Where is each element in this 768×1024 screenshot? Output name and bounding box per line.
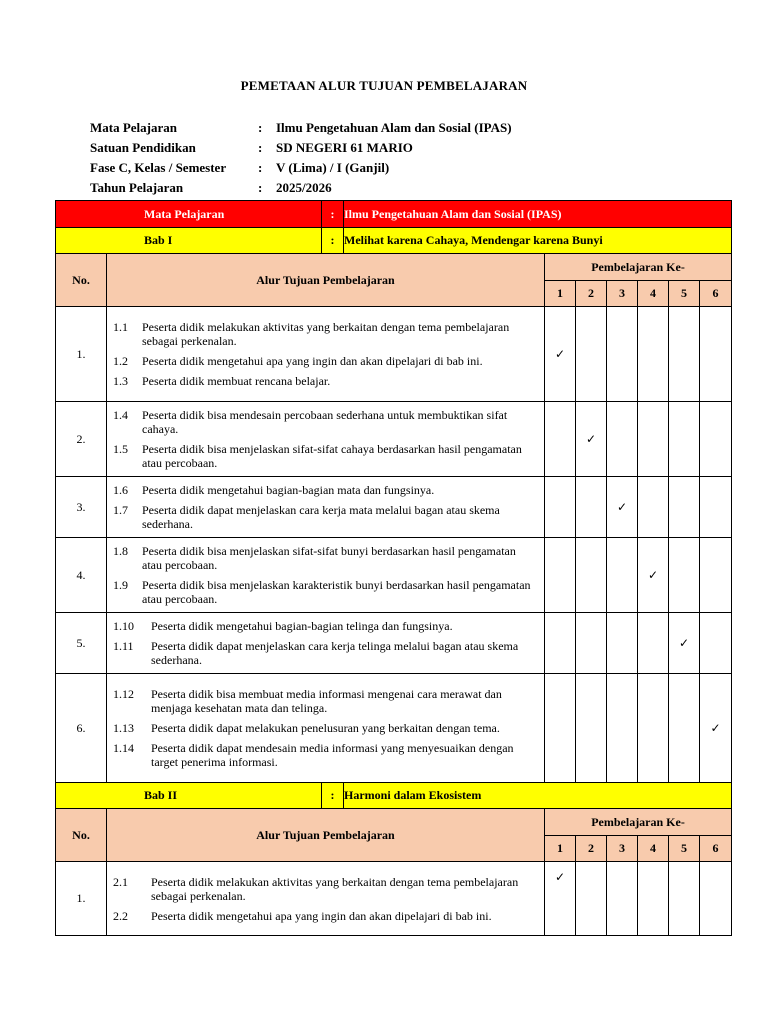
meta-value: SD NEGERI 61 MARIO	[276, 140, 413, 155]
goal-text: Peserta didik membuat rencana belajar.	[142, 374, 331, 388]
header-meeting-number: 4	[638, 281, 669, 307]
meta-colon: :	[258, 180, 263, 195]
header-meeting-number: 6	[700, 836, 732, 862]
meeting-cell	[545, 402, 576, 477]
goal-text: Peserta didik mengetahui apa yang ingin dan akan dipelajari di bab ini.	[151, 908, 492, 923]
table-row	[56, 674, 732, 783]
table-row	[56, 862, 732, 936]
header-row	[56, 809, 732, 836]
header-meeting-number: 5	[669, 281, 700, 307]
meeting-cell	[669, 862, 700, 936]
table-row	[56, 538, 732, 613]
row-number: 6.	[56, 674, 107, 783]
header-meeting-number: 5	[669, 836, 700, 862]
meeting-cell	[607, 613, 638, 674]
row-number: 1.	[56, 307, 107, 402]
header-meeting-number: 6	[700, 281, 732, 307]
goal-item	[113, 909, 538, 923]
meeting-cell	[700, 538, 732, 613]
meeting-cell	[607, 477, 638, 538]
chapter-row	[56, 228, 732, 254]
goal-number: 1.6	[113, 483, 128, 497]
goal-text: Peserta didik bisa menjelaskan sifat-sifat bunyi berdasarkan hasil pengamatan atau percobaan.	[142, 544, 516, 572]
goals-cell	[107, 477, 545, 538]
goal-item	[113, 374, 538, 388]
table-row	[56, 477, 732, 538]
chapter-colon: :	[322, 783, 344, 809]
goal-number: 2.1	[113, 874, 128, 889]
goal-text: Peserta didik bisa membuat media informasi mengenai cara merawat dan menjaga kesehatan mata dan telinga.	[151, 687, 502, 715]
check-icon: ✓	[710, 721, 721, 735]
check-icon: ✓	[616, 500, 628, 514]
goal-item	[113, 687, 538, 715]
meeting-cell	[576, 538, 607, 613]
goal-item	[113, 578, 538, 606]
meeting-cell	[669, 613, 700, 674]
goal-text: Peserta didik dapat menjelaskan cara kerja telinga melalui bagan atau skema sederhana.	[151, 639, 519, 667]
meta-row-phase	[90, 158, 512, 178]
goal-text: Peserta didik bisa mendesain percobaan sederhana untuk membuktikan sifat cahaya.	[142, 408, 508, 436]
meeting-cell	[545, 674, 576, 783]
goal-text: Peserta didik dapat mendesain media informasi yang menyesuaikan dengan target penerima informasi.	[151, 741, 514, 769]
goal-number: 2.2	[113, 908, 128, 923]
row-number: 4.	[56, 538, 107, 613]
meeting-cell	[669, 402, 700, 477]
goal-number: 1.2	[113, 354, 128, 368]
meeting-cell	[669, 307, 700, 402]
chapter-label: Bab I	[56, 228, 322, 254]
check-icon: ✓	[647, 568, 659, 582]
header-meeting-number: 1	[545, 281, 576, 307]
goal-item	[113, 875, 538, 903]
meeting-cell	[576, 862, 607, 936]
goal-text: Peserta didik dapat melakukan penelusuran yang berkaitan dengan tema.	[151, 721, 500, 735]
meeting-cell	[669, 674, 700, 783]
goal-number: 1.11	[113, 639, 134, 653]
goal-text: Peserta didik bisa menjelaskan karakteristik bunyi berdasarkan hasil pengamatan atau percobaan.	[142, 578, 531, 606]
meeting-cell	[669, 538, 700, 613]
meta-label: Fase C, Kelas / Semester	[90, 160, 227, 175]
meeting-cell	[638, 538, 669, 613]
goal-number: 1.9	[113, 578, 128, 592]
row-number: 1.	[56, 862, 107, 936]
meta-colon: :	[258, 140, 263, 155]
goal-text: Peserta didik bisa menjelaskan sifat-sifat cahaya berdasarkan hasil pengamatan atau percobaan.	[142, 442, 522, 470]
meeting-cell	[638, 613, 669, 674]
goals-cell	[107, 613, 545, 674]
goal-number: 1.3	[113, 374, 128, 388]
goal-item	[113, 408, 538, 436]
subject-row	[56, 201, 732, 228]
header-meeting-number: 2	[576, 281, 607, 307]
header-atp: Alur Tujuan Pembelajaran	[107, 254, 545, 307]
goal-item	[113, 544, 538, 572]
goal-item	[113, 442, 538, 470]
goal-item	[113, 320, 538, 348]
meta-row-school	[90, 138, 512, 158]
header-meetings: Pembelajaran Ke-	[545, 254, 732, 281]
meeting-cell	[576, 307, 607, 402]
meta-value: Ilmu Pengetahuan Alam dan Sosial (IPAS)	[276, 120, 512, 135]
subject-colon: :	[322, 201, 344, 228]
meta-row-subject	[90, 118, 512, 138]
goal-text: Peserta didik dapat menjelaskan cara kerja mata melalui bagan atau skema sederhana.	[142, 503, 500, 531]
row-number: 5.	[56, 613, 107, 674]
meeting-cell	[545, 613, 576, 674]
meeting-cell	[700, 307, 732, 402]
header-meeting-number: 3	[607, 836, 638, 862]
table-row	[56, 613, 732, 674]
header-no: No.	[56, 254, 107, 307]
meeting-cell	[638, 402, 669, 477]
goal-text: Peserta didik mengetahui apa yang ingin dan akan dipelajari di bab ini.	[142, 354, 483, 368]
chapter-title: Harmoni dalam Ekosistem	[344, 783, 732, 809]
goals-cell	[107, 307, 545, 402]
meeting-cell	[607, 307, 638, 402]
goal-item	[113, 354, 538, 368]
check-icon: ✓	[554, 347, 566, 361]
header-meeting-number: 2	[576, 836, 607, 862]
goal-number: 1.7	[113, 503, 128, 517]
header-atp: Alur Tujuan Pembelajaran	[107, 809, 545, 862]
meeting-cell	[700, 862, 732, 936]
meeting-cell	[638, 307, 669, 402]
check-icon: ✓	[678, 636, 690, 650]
meeting-cell	[700, 674, 732, 783]
header-meeting-number: 3	[607, 281, 638, 307]
goal-item	[113, 483, 538, 497]
goal-number: 1.10	[113, 619, 134, 633]
chapter-row	[56, 783, 732, 809]
header-row	[56, 254, 732, 281]
subject-value: Ilmu Pengetahuan Alam dan Sosial (IPAS)	[344, 201, 732, 228]
meta-value: 2025/2026	[276, 180, 332, 195]
meta-label: Mata Pelajaran	[90, 120, 178, 135]
meeting-cell	[638, 862, 669, 936]
table-row	[56, 307, 732, 402]
goals-cell	[107, 674, 545, 783]
meeting-cell	[576, 402, 607, 477]
header-meeting-number: 4	[638, 836, 669, 862]
goal-text: Peserta didik melakukan aktivitas yang berkaitan dengan tema pembelajaran sebagai perkenalan.	[142, 320, 510, 348]
goal-text: Peserta didik mengetahui bagian-bagian mata dan fungsinya.	[142, 483, 435, 497]
meeting-cell	[700, 477, 732, 538]
meeting-cell	[638, 477, 669, 538]
header-meetings: Pembelajaran Ke-	[545, 809, 732, 836]
row-number: 2.	[56, 402, 107, 477]
meeting-cell	[545, 538, 576, 613]
row-number: 3.	[56, 477, 107, 538]
meeting-cell	[638, 674, 669, 783]
meta-row-year	[90, 178, 512, 198]
meeting-cell	[700, 613, 732, 674]
header-meeting-number: 1	[545, 836, 576, 862]
meeting-cell	[576, 674, 607, 783]
goal-number: 1.1	[113, 320, 128, 334]
goal-item	[113, 741, 538, 769]
atp-table	[55, 200, 732, 936]
goal-number: 1.14	[113, 741, 134, 755]
goal-number: 1.8	[113, 544, 128, 558]
check-icon: ✓	[585, 432, 597, 446]
goals-cell	[107, 538, 545, 613]
goal-number: 1.4	[113, 408, 128, 422]
goal-item	[113, 619, 538, 633]
meta-colon: :	[258, 160, 263, 175]
meeting-cell	[576, 613, 607, 674]
goal-text: Peserta didik melakukan aktivitas yang berkaitan dengan tema pembelajaran sebagai perkenalan.	[151, 874, 519, 903]
meta-label: Satuan Pendidikan	[90, 140, 196, 155]
goal-number: 1.12	[113, 687, 134, 701]
header-no: No.	[56, 809, 107, 862]
meeting-cell	[607, 402, 638, 477]
meeting-cell	[545, 477, 576, 538]
goals-cell	[107, 402, 545, 477]
meeting-cell	[669, 477, 700, 538]
goal-item	[113, 503, 538, 531]
meeting-cell	[576, 477, 607, 538]
goal-item	[113, 721, 538, 735]
meta-value: V (Lima) / I (Ganjil)	[276, 160, 390, 175]
chapter-colon: :	[322, 228, 344, 254]
document-meta	[90, 118, 512, 198]
goal-item	[113, 639, 538, 667]
meeting-cell	[607, 674, 638, 783]
subject-label: Mata Pelajaran	[56, 201, 322, 228]
meeting-cell	[545, 862, 576, 936]
goals-cell	[107, 862, 545, 936]
check-icon: ✓	[554, 870, 566, 884]
document-title: PEMETAAN ALUR TUJUAN PEMBELAJARAN	[240, 78, 528, 93]
chapter-label: Bab II	[56, 783, 322, 809]
goal-text: Peserta didik mengetahui bagian-bagian telinga dan fungsinya.	[151, 619, 453, 633]
meeting-cell	[545, 307, 576, 402]
goal-number: 1.13	[113, 721, 134, 735]
meta-label: Tahun Pelajaran	[90, 180, 184, 195]
meta-colon: :	[258, 120, 263, 135]
meeting-cell	[607, 862, 638, 936]
goal-number: 1.5	[113, 442, 128, 456]
meeting-cell	[700, 402, 732, 477]
chapter-title: Melihat karena Cahaya, Mendengar karena Bunyi	[344, 228, 732, 254]
meeting-cell	[607, 538, 638, 613]
table-row	[56, 402, 732, 477]
